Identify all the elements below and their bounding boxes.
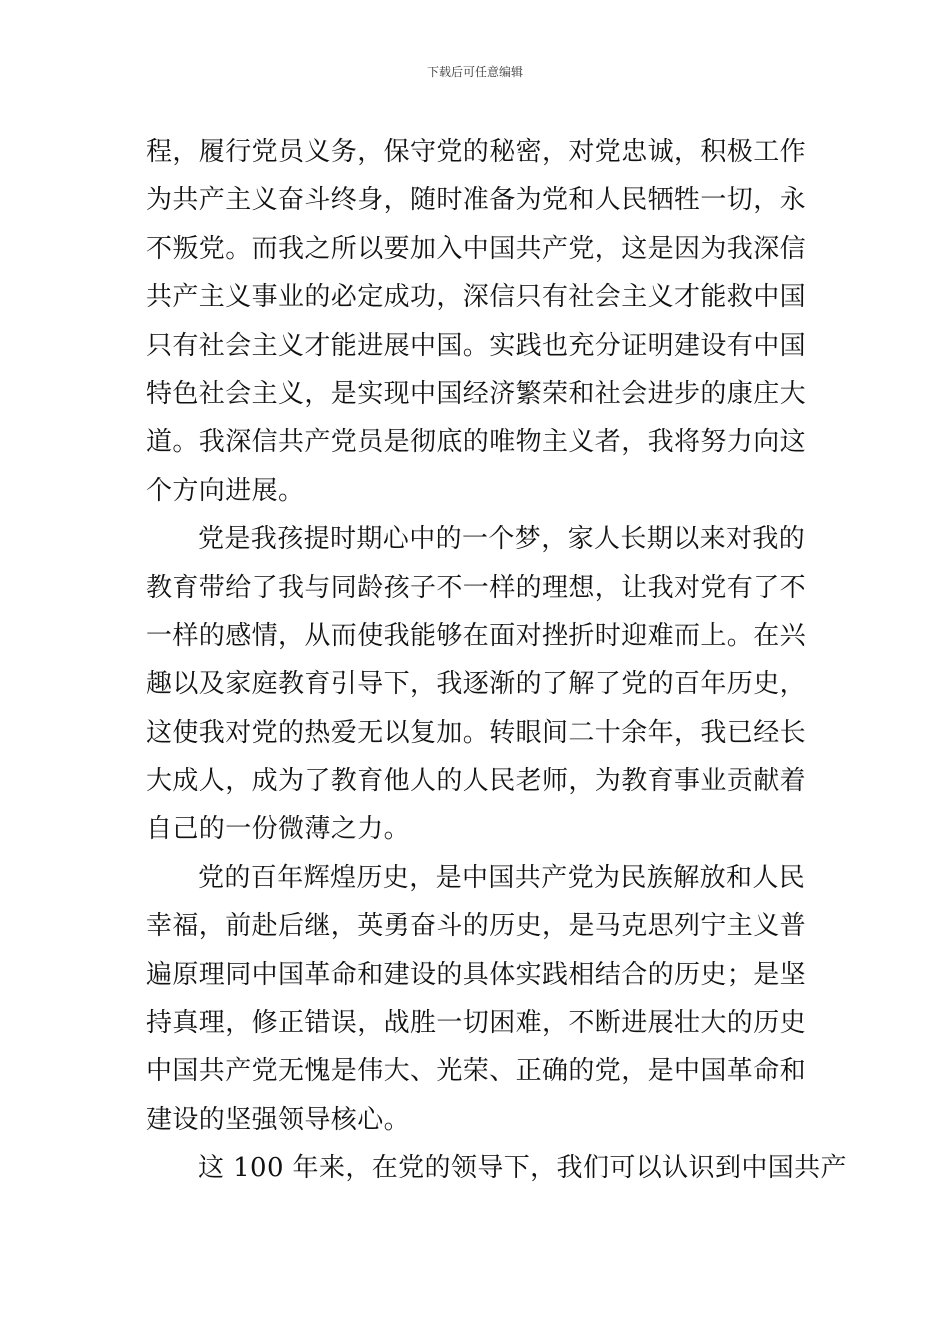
- text-line: 这使我对党的热爱无以复加。转眼间二十余年，我已经长: [146, 717, 807, 748]
- text-line: 程，履行党员义务，保守党的秘密，对党忠诚，积极工作: [146, 137, 807, 167]
- text-line: 不叛党。而我之所以要加入中国共产党，这是因为我深信: [146, 233, 807, 264]
- text-line: 只有社会主义才能进展中国。实践也充分证明建设有中国: [146, 330, 807, 361]
- paragraph-start-line: 这 100 年来，在党的领导下，我们可以认识到中国共产: [198, 1153, 847, 1184]
- text-line: 持真理，修正错误，战胜一切困难，不断进展壮大的历史: [146, 1008, 807, 1039]
- text-line: 自己的一份微薄之力。: [146, 814, 411, 845]
- text-line: 共产主义事业的必定成功，深信只有社会主义才能救中国: [146, 282, 807, 313]
- text-line: 大成人，成为了教育他人的人民老师，为教育事业贡献着: [146, 766, 807, 797]
- paragraph-start-line: 党的百年辉煌历史，是中国共产党为民族解放和人民: [198, 862, 806, 893]
- text-line: 为共产主义奋斗终身，随时准备为党和人民牺牲一切，永: [146, 185, 807, 216]
- text-line: 中国共产党无愧是伟大、光荣、正确的党，是中国革命和: [146, 1056, 807, 1087]
- text-line: 趣以及家庭教育引导下，我逐渐的了解了党的百年历史，: [146, 669, 807, 700]
- text-line: 建设的坚强领导核心。: [146, 1104, 411, 1135]
- body-text: [146, 128, 847, 1193]
- text-line: 特色社会主义，是实现中国经济繁荣和社会进步的康庄大: [146, 378, 807, 409]
- page-header: 下载后可任意编辑: [426, 65, 523, 79]
- text-line: 道。我深信共产党员是彻底的唯物主义者，我将努力向这: [146, 427, 807, 458]
- text-line: 教育带给了我与同龄孩子不一样的理想，让我对党有了不: [146, 572, 807, 603]
- text-line: 幸福，前赴后继，英勇奋斗的历史，是马克思列宁主义普: [146, 911, 807, 942]
- paragraph-start-line: 党是我孩提时期心中的一个梦，家人长期以来对我的: [198, 524, 806, 555]
- text-line: 遍原理同中国革命和建设的具体实践相结合的历史；是坚: [146, 959, 807, 990]
- text-line: 个方向进展。: [146, 475, 305, 506]
- text-line: 一样的感情，从而使我能够在面对挫折时迎难而上。在兴: [146, 620, 807, 651]
